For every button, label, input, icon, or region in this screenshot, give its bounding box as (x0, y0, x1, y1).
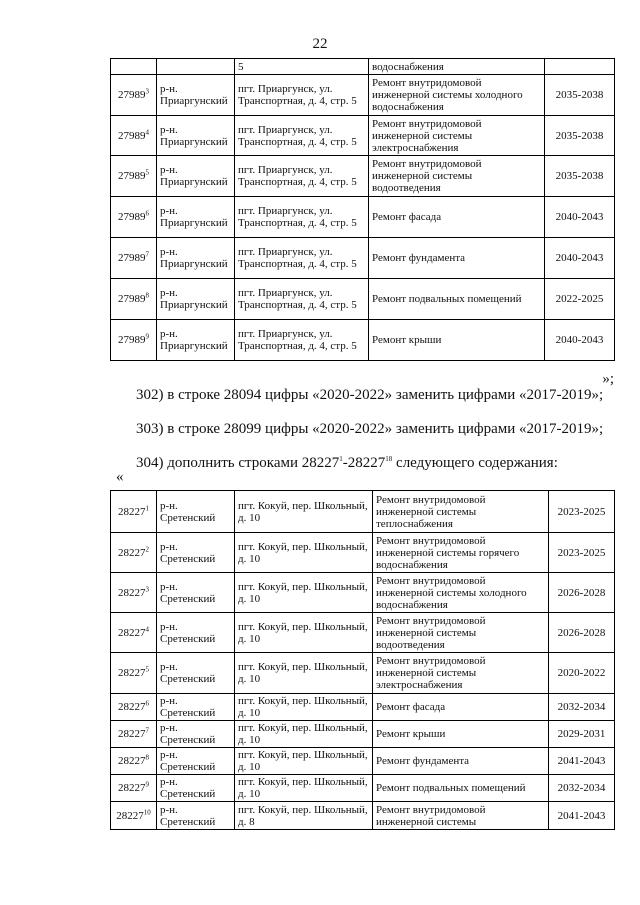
period-cell: 2041-2043 (549, 802, 615, 830)
row-number-sup: 1 (145, 503, 149, 512)
row-number-base: 27989 (118, 252, 146, 264)
work-type-cell: Ремонт внутридомовой инженерной системы теплоснабжения (373, 491, 549, 533)
table-row (111, 721, 615, 748)
table-row (111, 613, 615, 653)
address-cell: пгт. Кокуй, пер. Школьный, д. 10 (235, 748, 373, 775)
paragraph-302-text: 302) в строке 28094 цифры «2020-2022» заменить цифрами «2017-2019»; (136, 387, 604, 403)
row-number-sup: 5 (145, 665, 149, 674)
table-row (111, 116, 615, 156)
table-row (111, 748, 615, 775)
work-type-cell: Ремонт крыши (373, 721, 549, 748)
row-number-base: 27989 (118, 211, 146, 223)
row-number (111, 533, 157, 573)
district-cell: р-н. Сретенский (157, 653, 235, 694)
address-cell: 5 (235, 59, 369, 75)
row-number (111, 653, 157, 694)
row-number-sup: 7 (145, 250, 149, 259)
address-cell: пгт. Кокуй, пер. Школьный, д. 10 (235, 491, 373, 533)
work-type-cell: Ремонт фундамента (373, 748, 549, 775)
row-number-base: 27989 (118, 89, 146, 101)
district-cell: р-н. Сретенский (157, 748, 235, 775)
district-cell: р-н. Сретенский (157, 721, 235, 748)
work-type-cell: Ремонт внутридомовой инженерной системы водоотведения (373, 613, 549, 653)
registry-table-1 (110, 58, 615, 361)
paragraph-302 (116, 386, 614, 405)
work-type-cell: Ремонт подвальных помещений (369, 279, 545, 320)
row-number-base: 27989 (118, 334, 146, 346)
row-number-sup: 5 (145, 168, 149, 177)
district-cell: р-н. Сретенский (157, 533, 235, 573)
work-type-cell: Ремонт фасада (373, 694, 549, 721)
period-cell: 2029-2031 (549, 721, 615, 748)
row-number (111, 197, 157, 238)
table-row (111, 156, 615, 197)
table-row (111, 59, 615, 75)
row-number (111, 238, 157, 279)
row-number-base: 27989 (118, 293, 146, 305)
paragraph-303-text: 303) в строке 28099 цифры «2020-2022» заменить цифрами «2017-2019»; (136, 421, 604, 437)
district-cell: р-н. Сретенский (157, 694, 235, 721)
closing-quote: »; (602, 371, 614, 387)
address-cell: пгт. Приаргунск, ул. Транспортная, д. 4, стр. 5 (235, 238, 369, 279)
address-cell: пгт. Кокуй, пер. Школьный, д. 10 (235, 694, 373, 721)
district-cell: р-н. Приаргунский (157, 156, 235, 197)
row-number (111, 156, 157, 197)
work-type-cell: Ремонт внутридомовой инженерной системы холодного водоснабжения (369, 75, 545, 116)
address-cell: пгт. Приаргунск, ул. Транспортная, д. 4, стр. 5 (235, 197, 369, 238)
district-cell: р-н. Сретенский (157, 491, 235, 533)
address-cell: пгт. Кокуй, пер. Школьный, д. 10 (235, 653, 373, 694)
period-cell: 2041-2043 (549, 748, 615, 775)
period-cell: 2032-2034 (549, 694, 615, 721)
row-number-base: 28227 (118, 728, 146, 740)
address-cell: пгт. Кокуй, пер. Школьный, д. 10 (235, 533, 373, 573)
period-cell: 2040-2043 (545, 320, 615, 361)
address-cell: пгт. Приаргунск, ул. Транспортная, д. 4, стр. 5 (235, 156, 369, 197)
row-number-sup: 6 (145, 209, 149, 218)
period-cell: 2020-2022 (549, 653, 615, 694)
period-cell: 2040-2043 (545, 197, 615, 238)
work-type-cell: Ремонт внутридомовой инженерной системы электроснабжения (369, 116, 545, 156)
row-number (111, 279, 157, 320)
row-number (111, 75, 157, 116)
table-row (111, 775, 615, 802)
work-type-cell: Ремонт подвальных помещений (373, 775, 549, 802)
district-cell: р-н. Сретенский (157, 802, 235, 830)
work-type-cell: Ремонт внутридомовой инженерной системы горячего водоснабжения (373, 533, 549, 573)
row-number-base: 27989 (118, 129, 146, 142)
row-number (111, 116, 157, 156)
row-number-base: 28227 (118, 701, 146, 713)
address-cell: пгт. Кокуй, пер. Школьный, д. 10 (235, 721, 373, 748)
work-type-cell: Ремонт фасада (369, 197, 545, 238)
row-number-sup: 7 (145, 726, 149, 735)
paragraph-304-text-end: следующего содержания: (392, 455, 558, 471)
period-cell: 2035-2038 (545, 75, 615, 116)
period-cell: 2032-2034 (549, 775, 615, 802)
row-number (111, 748, 157, 775)
district-cell: р-н. Сретенский (157, 775, 235, 802)
work-type-cell: Ремонт крыши (369, 320, 545, 361)
period-cell: 2040-2043 (545, 238, 615, 279)
row-number-sup: 4 (145, 624, 149, 633)
paragraph-304-sup-start: 1 (339, 455, 343, 463)
work-type-cell: Ремонт фундамента (369, 238, 545, 279)
registry-table-1-body (111, 59, 615, 361)
paragraph-304-text-mid: -28227 (342, 455, 386, 471)
row-number (111, 320, 157, 361)
row-number-sup: 8 (145, 291, 149, 300)
paragraph-304 (116, 454, 614, 473)
row-number (111, 613, 157, 653)
table-row (111, 238, 615, 279)
address-cell: пгт. Приаргунск, ул. Транспортная, д. 4, стр. 5 (235, 75, 369, 116)
work-type-cell: Ремонт внутридомовой инженерной системы водоотведения (369, 156, 545, 197)
row-number-base: 28227 (118, 782, 146, 794)
address-cell: пгт. Кокуй, пер. Школьный, д. 8 (235, 802, 373, 830)
period-cell: 2035-2038 (545, 156, 615, 197)
table-row (111, 491, 615, 533)
row-number-base: 27989 (118, 170, 146, 182)
address-cell: пгт. Приаргунск, ул. Транспортная, д. 4, стр. 5 (235, 116, 369, 156)
paragraph-304-sup-end: 18 (385, 455, 393, 463)
table-row (111, 320, 615, 361)
work-type-cell: Ремонт внутридомовой инженерной системы (373, 802, 549, 830)
district-cell: р-н. Приаргунский (157, 75, 235, 116)
row-number (111, 59, 157, 75)
row-number-sup: 9 (145, 332, 149, 341)
row-number (111, 721, 157, 748)
row-number-base: 28227 (118, 586, 146, 599)
row-number-base: 28227 (118, 755, 146, 767)
row-number-base: 28227 (118, 505, 146, 518)
row-number-sup: 3 (145, 87, 149, 96)
table-row (111, 197, 615, 238)
period-cell: 2023-2025 (549, 491, 615, 533)
opening-quote: « (116, 469, 124, 485)
address-cell: пгт. Приаргунск, ул. Транспортная, д. 4, стр. 5 (235, 279, 369, 320)
row-number (111, 573, 157, 613)
row-number-sup: 6 (145, 699, 149, 708)
row-number-sup: 9 (145, 780, 149, 789)
table-row (111, 694, 615, 721)
period-cell (545, 59, 615, 75)
paragraph-304-text-start: 304) дополнить строками 28227 (136, 455, 340, 471)
registry-table-2-body (111, 491, 615, 830)
row-number (111, 775, 157, 802)
period-cell: 2023-2025 (549, 533, 615, 573)
district-cell: р-н. Приаргунский (157, 320, 235, 361)
row-number-base: 28227 (118, 667, 146, 679)
work-type-cell: водоснабжения (369, 59, 545, 75)
district-cell: р-н. Сретенский (157, 573, 235, 613)
period-cell: 2026-2028 (549, 613, 615, 653)
work-type-cell: Ремонт внутридомовой инженерной системы холодного водоснабжения (373, 573, 549, 613)
period-cell: 2035-2038 (545, 116, 615, 156)
row-number (111, 694, 157, 721)
row-number-sup: 8 (145, 753, 149, 762)
registry-table-2 (110, 490, 615, 830)
table-row (111, 802, 615, 830)
row-number-sup: 2 (145, 544, 149, 553)
address-cell: пгт. Кокуй, пер. Школьный, д. 10 (235, 573, 373, 613)
period-cell: 2022-2025 (545, 279, 615, 320)
district-cell (157, 59, 235, 75)
table-row (111, 573, 615, 613)
address-cell: пгт. Кокуй, пер. Школьный, д. 10 (235, 775, 373, 802)
row-number-base: 28227 (118, 546, 146, 559)
table-row (111, 653, 615, 694)
row-number-sup: 10 (143, 807, 151, 816)
district-cell: р-н. Приаргунский (157, 238, 235, 279)
table-row (111, 279, 615, 320)
district-cell: р-н. Приаргунский (157, 116, 235, 156)
row-number-base: 28227 (118, 626, 146, 639)
address-cell: пгт. Кокуй, пер. Школьный, д. 10 (235, 613, 373, 653)
row-number-sup: 4 (145, 127, 149, 136)
district-cell: р-н. Сретенский (157, 613, 235, 653)
row-number (111, 802, 157, 830)
address-cell: пгт. Приаргунск, ул. Транспортная, д. 4, стр. 5 (235, 320, 369, 361)
row-number-sup: 3 (145, 584, 149, 593)
row-number (111, 491, 157, 533)
table-row (111, 75, 615, 116)
paragraph-303 (116, 420, 614, 439)
row-number-base: 28227 (116, 809, 144, 822)
period-cell: 2026-2028 (549, 573, 615, 613)
district-cell: р-н. Приаргунский (157, 279, 235, 320)
district-cell: р-н. Приаргунский (157, 197, 235, 238)
page-number: 22 (312, 36, 328, 52)
work-type-cell: Ремонт внутридомовой инженерной системы электроснабжения (373, 653, 549, 694)
table-row (111, 533, 615, 573)
